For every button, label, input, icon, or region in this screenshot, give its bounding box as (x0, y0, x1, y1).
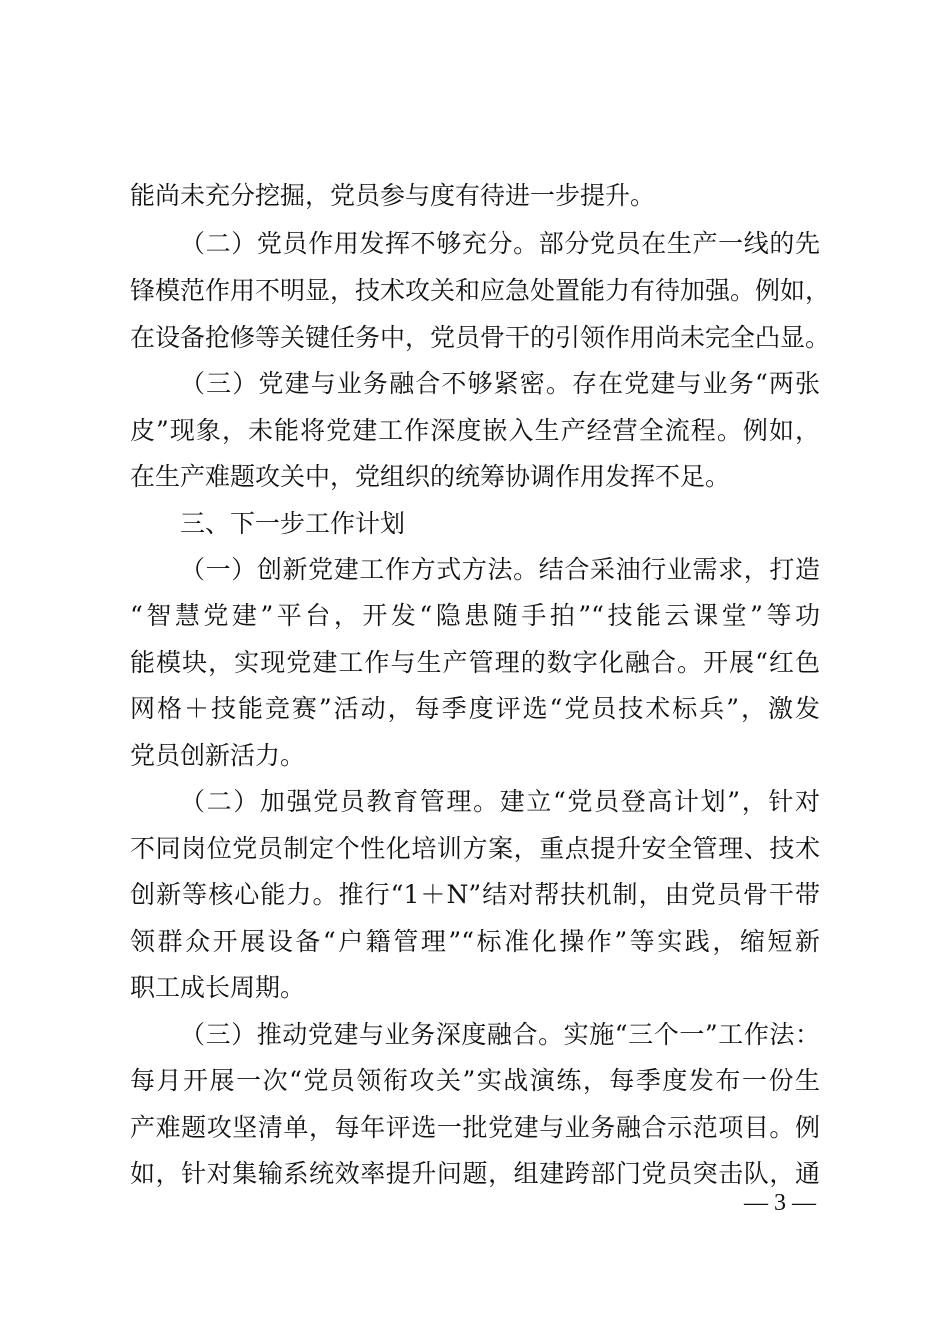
body-line: 产难题攻坚清单，每年评选一批党建与业务融合示范项目。例 (130, 1113, 820, 1142)
subsection-line: （二）加强党员教育管理。建立“党员登高计划”，针对 (180, 787, 820, 816)
body-line: 皮”现象，未能将党建工作深度嵌入生产经营全流程。例如， (130, 416, 820, 445)
body-line: 每月开展一次“党员领衔攻关”实战演练，每季度发布一份生 (130, 1066, 820, 1095)
body-line: “智慧党建”平台，开发“隐患随手拍”“技能云课堂”等功 (130, 601, 820, 630)
body-line: 不同岗位党员制定个性化培训方案，重点提升安全管理、技术 (130, 834, 820, 863)
body-line: 创新等核心能力。推行“1＋N”结对帮扶机制，由党员骨干带 (130, 880, 820, 909)
page-number: — 3 — (744, 1190, 816, 1216)
subsection-line: （三）党建与业务融合不够紧密。存在党建与业务“两张 (180, 369, 820, 398)
body-line: 在生产难题攻关中，党组织的统筹协调作用发挥不足。 (130, 462, 731, 491)
subsection-line: （二）党员作用发挥不够充分。部分党员在生产一线的先 (180, 229, 820, 258)
body-line: 能模块，实现党建工作与生产管理的数字化融合。开展“红色 (130, 648, 820, 677)
body-line: 如，针对集输系统效率提升问题，组建跨部门党员突击队，通 (130, 1159, 820, 1188)
body-line: 党员创新活力。 (130, 741, 306, 770)
body-line: 领群众开展设备“户籍管理”“标准化操作”等实践，缩短新 (130, 927, 820, 956)
body-line: 锋模范作用不明显，技术攻关和应急处置能力有待加强。例如， (130, 276, 831, 305)
body-line: 职工成长周期。 (130, 973, 306, 1002)
body-line: 网格＋技能竞赛”活动，每季度评选“党员技术标兵”，激发 (130, 694, 820, 723)
subsection-line: （一）创新党建工作方式方法。结合采油行业需求，打造 (180, 555, 820, 584)
body-line: 在设备抢修等关键任务中，党员骨干的引领作用尚未完全凸显。 (130, 323, 831, 352)
subsection-line: （三）推动党建与业务深度融合。实施“三个一”工作法： (180, 1020, 820, 1049)
body-line: 能尚未充分挖掘，党员参与度有待进一步提升。 (130, 181, 656, 210)
section-heading: 三、下一步工作计划 (180, 509, 406, 538)
